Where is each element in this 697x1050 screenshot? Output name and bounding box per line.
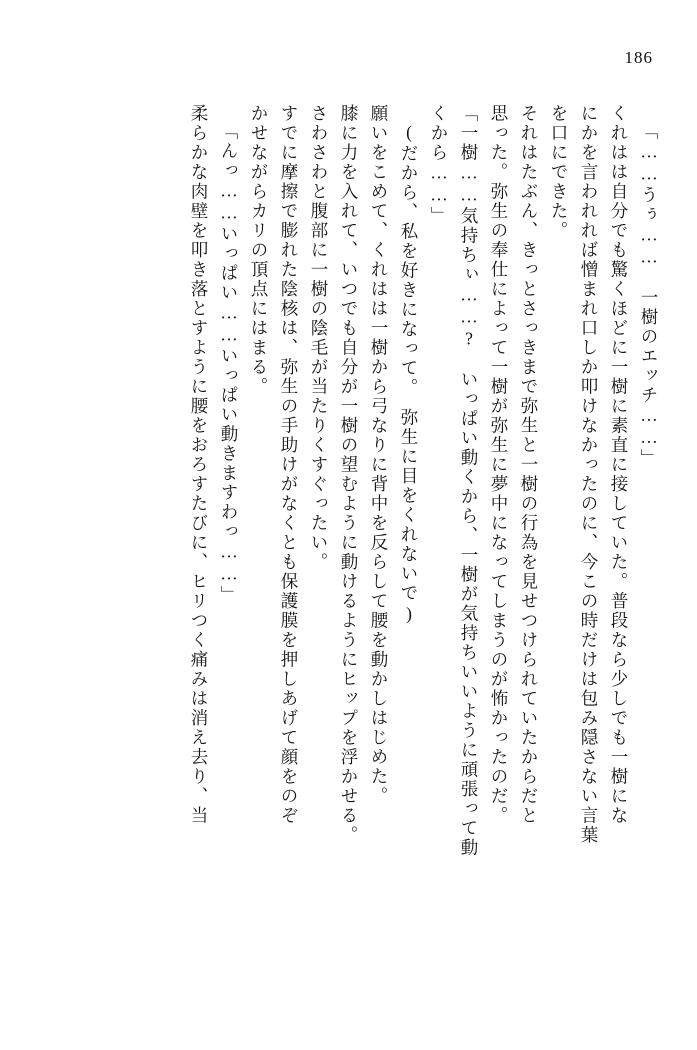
vertical-text-body (44, 104, 657, 984)
text-line: (だから、私を好きになって。 弥生に目をくれないで) (399, 122, 419, 626)
page-number: 186 (624, 48, 653, 67)
text-line: それはたぶん、きっとさっきまで弥生と一樹の行為を見せつけられていたからだと (519, 104, 539, 826)
text-line: 「一樹……気持ちぃ……? いっぱい動くから、一樹が気持ちいいように頑張って動 (459, 104, 479, 858)
text-line: 柔らかな肉壁を叩き落とすように腰をおろすたびに、ヒリつく痛みは消え去り、当 (189, 104, 209, 826)
text-line: 願いをこめて、くれはは一樹から弓なりに背中を反らして腰を動かしはじめた。 (369, 104, 389, 806)
text-line: くから……」 (429, 104, 449, 226)
text-line: 「……うぅ…… 一樹のエッチ……」 (639, 122, 659, 469)
text-line: かせながらカリの頂点にはまる。 (249, 104, 269, 397)
text-line: 膝に力を入れて、いつでも自分が一樹の望むように動けるようにヒップを浮かせる。 (339, 104, 359, 845)
text-line: にかを言われれば憎まれ口しか叩けなかったのに、今この時だけは包み隠さない言葉 (579, 104, 599, 845)
text-line: さわさわと腹部に一樹の陰毛が当たりくすぐったい。 (309, 104, 329, 572)
text-line: 思った。弥生の奉仕によって一樹が弥生に夢中になってしまうのが怖かったのだ。 (489, 104, 509, 826)
text-line: 「んっ……いっぱい……いっぱい動きますわっ……」 (219, 122, 239, 605)
text-line: くれはは自分でも驚くほどに一樹に素直に接していた。普段なら少しでも一樹にな (609, 104, 629, 826)
text-line: を口にできた。 (549, 104, 569, 241)
text-line: すでに摩擦で膨れた陰核は、弥生の手助けがなくとも保護膜を押しあげて顔をのぞ (279, 104, 299, 826)
